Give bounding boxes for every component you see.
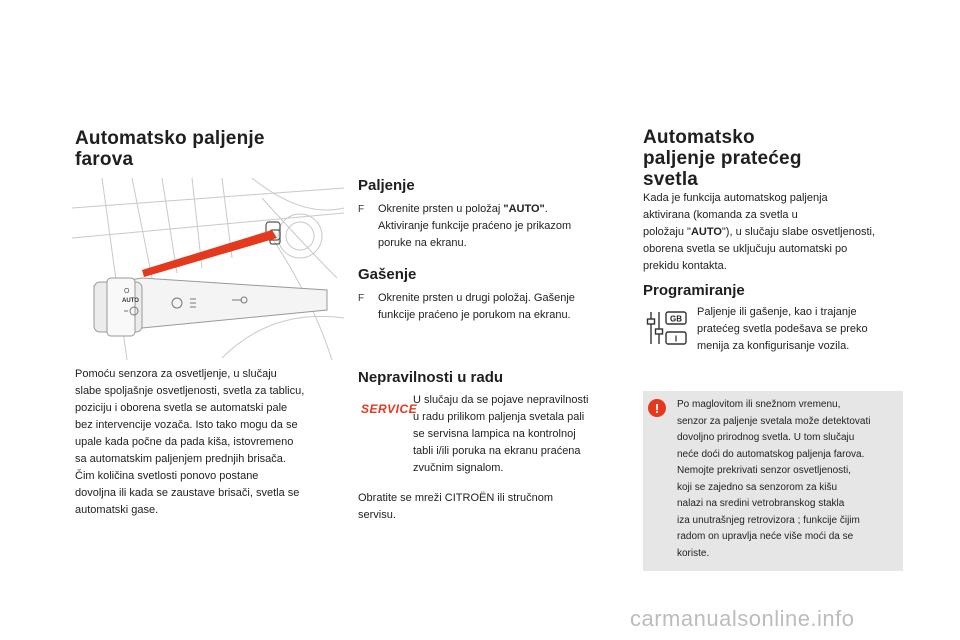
i-label: I <box>674 334 678 344</box>
left-body <box>75 366 345 519</box>
right-title-line2: paljenje pratećeg <box>643 148 802 169</box>
paljenje-text: Aktiviranje funkcije praćeno je prikazom <box>378 220 572 232</box>
nepravilnosti-heading: Nepravilnosti u radu <box>358 369 504 386</box>
left-body-line: poziciju i oborena svetla se automatski pale <box>75 402 288 414</box>
right-body-text: "), u slučaju slabe osvetljenosti, <box>721 226 875 238</box>
left-body-line: automatski gase. <box>75 504 159 516</box>
left-body-line: slabe spoljašnje osvetljenosti, svetla za tablicu, <box>75 385 305 397</box>
caution-line: Nemojte prekrivati senzor osvetljenosti, <box>677 465 851 476</box>
right-body-line: oborena svetla se uključuju automatski po <box>643 243 848 255</box>
left-title-line1: Automatsko paljenje <box>75 128 265 149</box>
left-title-line2: farova <box>75 149 134 170</box>
right-body-text: položaju " <box>643 226 691 238</box>
right-body <box>643 190 913 275</box>
watermark: carmanualsonline.info <box>630 606 855 631</box>
left-body-line: upale kada počne da pada kiša, istovremeno <box>75 436 294 448</box>
caution-text <box>677 397 901 562</box>
paljenje-block <box>358 201 618 252</box>
warning-mark: ! <box>654 401 660 416</box>
svg-text:O: O <box>124 288 130 295</box>
left-body-line: bez intervencije vozača. Isto tako mogu da se <box>75 419 298 431</box>
nepravilnosti-line: u radu prilikom paljenja svetala pali <box>413 411 585 423</box>
settings-menu-icon <box>646 310 690 346</box>
gasenje-block <box>358 290 618 324</box>
caution-line: neće doći do automatskog paljenja farova. <box>677 448 865 460</box>
left-body-line: Čim količina svetlosti ponovo postane <box>75 470 259 482</box>
gasenje-heading: Gašenje <box>358 266 417 283</box>
caution-line: iza unutrašnjeg retrovizora ; funkcije čijim <box>677 514 860 526</box>
right-title-line1: Automatsko <box>643 127 755 148</box>
nepravilnosti-line: se servisna lampica na kontrolnoj <box>413 428 576 440</box>
gasenje-text: funkcije praćeno je porukom na ekranu. <box>378 309 571 321</box>
programiranje-heading: Programiranje <box>643 282 745 299</box>
programiranje-line: pratećeg svetla podešava se preko <box>697 323 868 335</box>
left-body-line: Pomoću senzora za osvetljenje, u slučaju <box>75 368 277 380</box>
caution-line: Po maglovitom ili snežnom vremenu, <box>677 399 841 410</box>
caution-line: radom on upravlja neće više moći da se <box>677 531 854 542</box>
auto-label: AUTO <box>122 298 139 304</box>
programiranje-line: Paljenje ili gašenje, kao i trajanje <box>697 306 857 318</box>
gb-label: GB <box>670 314 682 324</box>
right-title <box>643 127 802 190</box>
nepravilnosti-body <box>413 392 623 477</box>
paljenje-text: poruke na ekranu. <box>378 237 467 249</box>
auto-emphasis: AUTO <box>690 226 722 238</box>
obratite-line: Obratite se mreži CITROËN ili stručnom <box>358 492 553 504</box>
right-title-line3: svetla <box>643 169 699 190</box>
auto-emphasis: "AUTO" <box>503 203 545 215</box>
right-body-line: Kada je funkcija automatskog paljenja <box>643 192 828 204</box>
right-body-line: aktivirana (komanda za svetla u <box>643 209 798 221</box>
obratite-body <box>358 490 618 524</box>
obratite-line: servisu. <box>358 509 396 521</box>
bullet-icon: F <box>358 293 365 304</box>
programiranje-body <box>697 304 912 355</box>
caution-line: nalazi na sredini vetrobranskog stakla <box>677 498 845 509</box>
nepravilnosti-line: zvučnim signalom. <box>413 462 504 474</box>
caution-line: senzor za paljenje svetala može detektovati <box>677 415 871 427</box>
caution-line: koriste. <box>677 547 710 559</box>
right-body-line: prekidu kontakta. <box>643 260 727 272</box>
gasenje-text: Okrenite prsten u drugi položaj. Gašenje <box>378 292 575 304</box>
nepravilnosti-line: U slučaju da se pojave nepravilnosti <box>413 394 589 406</box>
nepravilnosti-line: tabli i/ili poruka na ekranu praćena <box>413 445 581 457</box>
bullet-icon: F <box>358 204 365 215</box>
programiranje-line: menija za konfigurisanje vozila. <box>697 340 850 352</box>
caution-line: koji se zajedno sa senzorom za kišu <box>677 481 838 493</box>
left-body-line: sa automatskim paljenjem prednjih brisača. <box>75 453 286 465</box>
caution-box <box>643 391 903 571</box>
paljenje-text-suffix: . <box>544 203 548 215</box>
service-warning-icon: SERVICE <box>361 402 418 416</box>
paljenje-heading: Paljenje <box>358 177 415 194</box>
caution-line: dovoljno prirodnog svetla. U tom slučaju <box>677 432 855 443</box>
left-title <box>75 128 265 170</box>
paljenje-text: Okrenite prsten u položaj <box>378 203 504 215</box>
left-body-line: dovoljna ili kada se zaustave brisači, svetla se <box>75 487 300 499</box>
warning-icon <box>647 398 667 418</box>
light-switch-illustration <box>72 178 344 360</box>
